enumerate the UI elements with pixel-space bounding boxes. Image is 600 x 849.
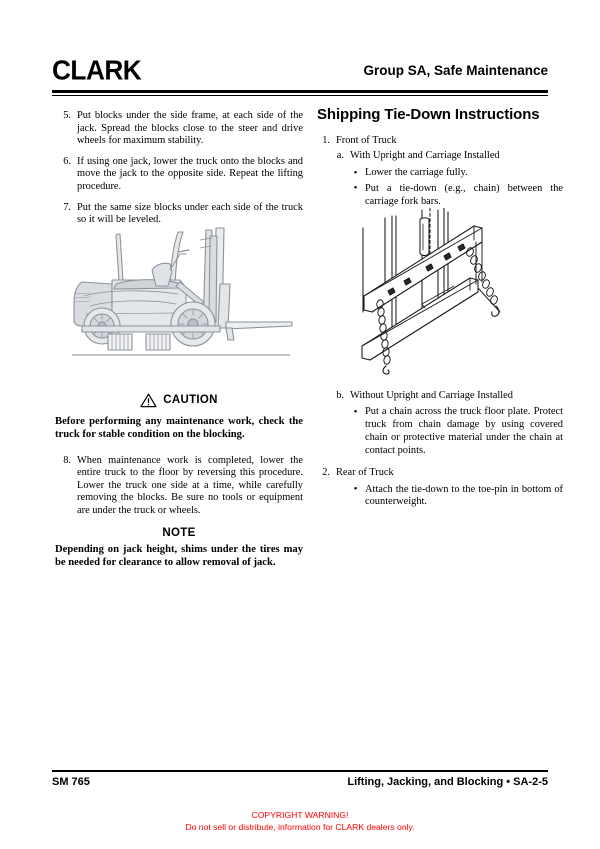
bullet-text: Put a chain across the truck floor plate. Protect truck from chain damage by using covered chain or protective material under the chain at contact points.	[365, 406, 563, 456]
sub-item	[333, 149, 563, 162]
sub-item	[333, 389, 563, 402]
list-item	[55, 156, 303, 194]
header-rule-thick	[52, 90, 548, 93]
bullet-marker: •	[353, 483, 358, 496]
copyright-line-2: Do not sell or distribute, information for CLARK dealers only.	[185, 821, 415, 832]
list-item	[55, 455, 303, 518]
copyright-warning	[0, 810, 600, 833]
sub-letter: b.	[336, 390, 344, 402]
note-block	[55, 527, 303, 570]
step-text: Put blocks under the side frame, at each side of the jack. Spread the blocks close to the steer and drive wheels for maximum stability.	[77, 110, 303, 147]
sub-letter: a.	[336, 150, 344, 161]
bullet-item	[351, 167, 563, 180]
copyright-line-1: COPYRIGHT WARNING!	[251, 810, 349, 820]
list-item	[317, 134, 563, 147]
page-footer	[52, 776, 548, 792]
caution-heading	[55, 393, 303, 408]
step-text: If using one jack, lower the truck onto the blocks and move the jack to the opposite side. Repeat the lifting procedure.	[77, 155, 303, 192]
item-text: Rear of Truck	[336, 466, 394, 478]
figure-tie-down-carriage	[330, 208, 562, 376]
bullet-item	[351, 183, 563, 209]
footer-manual-number: SM 765	[52, 776, 90, 788]
caution-body: Before performing any maintenance work, check the truck for stable condition on the blocking.	[55, 415, 303, 441]
bullet-marker: •	[353, 182, 358, 195]
step-number: 7.	[63, 201, 71, 213]
bullet-item	[351, 406, 563, 457]
bullet-item	[351, 484, 563, 510]
bullet-text: Attach the tie-down to the toe-pin in bottom of counterweight.	[365, 483, 563, 508]
section-title: Shipping Tie-Down Instructions	[317, 106, 540, 123]
bullet-text: Lower the carriage fully.	[365, 167, 468, 178]
item-text: Front of Truck	[336, 135, 397, 146]
figure-forklift-on-blocks	[60, 222, 310, 372]
item-number: 1.	[322, 135, 330, 146]
list-item	[55, 110, 303, 148]
footer-rule	[52, 770, 548, 772]
page-header	[52, 55, 548, 93]
item-number: 2.	[322, 466, 330, 478]
sub-text: Without Upright and Carriage Installed	[350, 390, 513, 402]
step-number: 6.	[63, 155, 71, 167]
warning-triangle-icon	[140, 393, 157, 408]
step-text: When maintenance work is completed, lower the entire truck to the floor by reversing this procedure. Lower the truck one side at a time, while carefully removing the blocks. Be sure no tools or equipment are under the truck or wheels.	[77, 454, 303, 516]
note-label: NOTE	[162, 526, 196, 539]
bullet-marker: •	[353, 405, 358, 418]
caution-block	[55, 393, 303, 442]
header-group-title: Group SA, Safe Maintenance	[363, 63, 548, 78]
sub-text: With Upright and Carriage Installed	[350, 150, 500, 161]
note-body: Depending on jack height, shims under the tires may be needed for clearance to allow removal of jack.	[55, 543, 303, 568]
header-rule-thin	[52, 95, 548, 96]
clark-logo: CLARK	[52, 54, 142, 87]
bullet-text: Put a tie-down (e.g., chain) between the carriage fork bars.	[365, 182, 563, 207]
step-number: 8.	[63, 454, 71, 466]
step-text: Put the same size blocks under each side of the truck so it will be leveled.	[77, 201, 303, 226]
bullet-marker: •	[353, 166, 358, 179]
list-item	[317, 466, 563, 479]
footer-section-reference: Lifting, Jacking, and Blocking • SA-2-5	[347, 776, 548, 788]
caution-label: CAUTION	[163, 394, 218, 407]
step-number: 5.	[63, 110, 71, 121]
